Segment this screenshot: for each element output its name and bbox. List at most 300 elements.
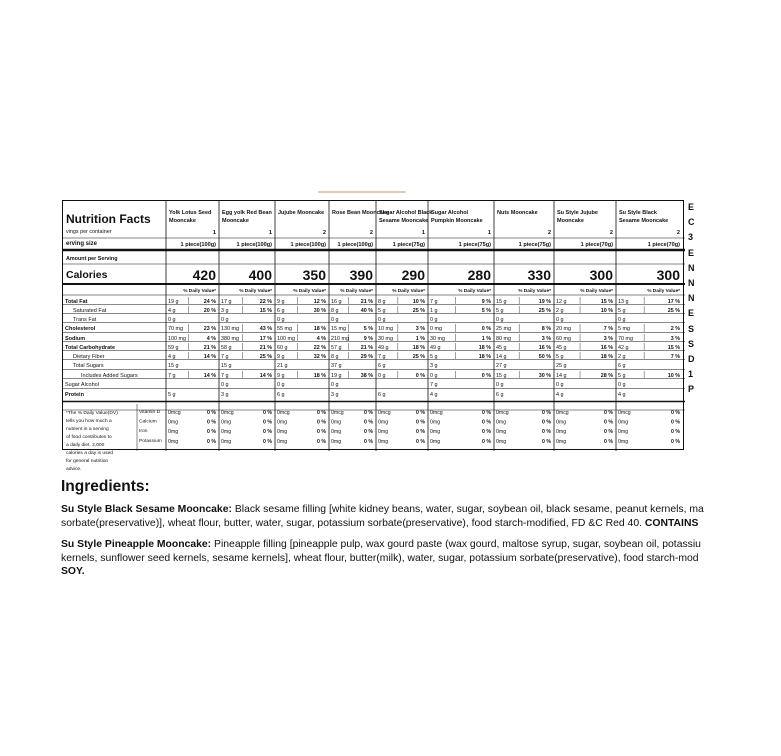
amount-cell: 60 mg bbox=[556, 336, 571, 342]
amount-cell: 57 g bbox=[331, 345, 342, 351]
vitamin-dv: 0 % bbox=[416, 410, 425, 416]
amount-cell: 4 g bbox=[618, 392, 626, 398]
panel-title: Nutrition Facts bbox=[66, 212, 151, 226]
dv-header: % Daily Value* bbox=[392, 289, 425, 294]
vitamin-amount: 0mg bbox=[618, 438, 629, 445]
amount-cell: 70 mg bbox=[168, 326, 183, 332]
column-name: Sugar Alcohol Black bbox=[379, 210, 433, 216]
ingredient-text: Black sesame filling [white kidney beans, water, sugar, soybean oil, black sesame, peanut kernels, ma bbox=[234, 504, 704, 515]
dv-cell: 40 % bbox=[360, 308, 373, 314]
vitamin-amount: 0mcg bbox=[430, 410, 443, 416]
vitamin-amount: 0mg bbox=[331, 438, 342, 445]
row-label: Sodium bbox=[65, 336, 86, 342]
dv-cell: 25 % bbox=[538, 308, 551, 314]
ingredient-allergen: CONTAINS bbox=[644, 517, 699, 529]
vitamin-dv: 0 % bbox=[482, 410, 491, 416]
amount-cell: 3 g bbox=[331, 392, 339, 398]
vitamin-dv: 0 % bbox=[207, 419, 216, 426]
vitamin-dv: 0 % bbox=[416, 429, 425, 436]
edge-letter: E bbox=[688, 308, 695, 319]
footnote-line: *The % Daily Value(DV) bbox=[66, 411, 118, 416]
dv-cell: 3 % bbox=[541, 336, 551, 342]
dv-header: % Daily Value* bbox=[518, 289, 551, 294]
amount-cell: 4 g bbox=[430, 392, 438, 398]
amount-cell: 0 g bbox=[430, 317, 438, 323]
vitamin-dv: 0 % bbox=[416, 419, 425, 426]
edge-letter: S bbox=[688, 323, 695, 334]
amount-cell: 0 g bbox=[221, 382, 229, 388]
dv-cell: 19 % bbox=[538, 299, 551, 305]
column-name: Su Style Black bbox=[619, 210, 657, 216]
amount-cell: 130 mg bbox=[221, 326, 239, 332]
row-label: Protein bbox=[65, 392, 84, 398]
dv-cell: 21 % bbox=[360, 299, 373, 305]
amount-cell: 0 g bbox=[221, 317, 229, 323]
footnote-line: calories a day is used bbox=[66, 451, 114, 456]
dv-cell: 21 % bbox=[360, 345, 373, 351]
amount-cell: 5 g bbox=[618, 308, 626, 314]
vitamin-amount: 0mcg bbox=[221, 410, 234, 416]
vitamin-amount: 0mg bbox=[496, 429, 507, 436]
row-label: Total Sugars bbox=[73, 363, 104, 369]
dv-cell: 14 % bbox=[203, 354, 216, 360]
dv-header: % Daily Value* bbox=[580, 289, 613, 294]
dv-cell: 20 % bbox=[203, 308, 216, 314]
amount-cell: 17 g bbox=[221, 299, 232, 305]
calories-value: 300 bbox=[656, 267, 680, 283]
amount-cell: 0 g bbox=[618, 382, 626, 388]
ingredient-text: sorbate(preservative)], wheat flour, butter, water, sugar, potassium sorbate(preservative), food starch-modified, FD &C Red 40. bbox=[61, 517, 642, 529]
calories-value: 400 bbox=[248, 267, 272, 283]
vitamin-amount: 0mg bbox=[496, 419, 507, 426]
vitamin-amount: 0mg bbox=[221, 419, 232, 426]
amount-cell: 5 g bbox=[496, 308, 504, 314]
serving-size-value: 1 piece(100g) bbox=[236, 242, 272, 248]
column-name: Pumpkin Mooncake bbox=[431, 218, 483, 224]
amount-cell: 59 g bbox=[168, 345, 179, 351]
column-name: Yolk Lotus Seed bbox=[169, 210, 212, 216]
dv-cell: 21 % bbox=[259, 345, 272, 351]
column-name: Jujube Mooncake bbox=[278, 210, 325, 216]
vitamin-amount: 0mg bbox=[618, 429, 629, 436]
amount-cell: 4 g bbox=[168, 354, 176, 360]
column-name: Egg yolk Red Bean bbox=[222, 210, 272, 216]
dv-cell: 10 % bbox=[412, 299, 425, 305]
amount-cell: 0 g bbox=[556, 382, 564, 388]
vitamin-amount: 0mcg bbox=[168, 410, 181, 416]
amount-cell: 45 g bbox=[496, 345, 507, 351]
dv-cell: 3 % bbox=[415, 326, 425, 332]
vitamin-amount: 0mg bbox=[618, 419, 629, 426]
dv-cell: 2 % bbox=[670, 326, 680, 332]
amount-cell: 6 g bbox=[277, 308, 285, 314]
amount-cell: 30 mg bbox=[378, 336, 393, 342]
ingredient-text: kernels, sunflower seed kernels, sesame kernels], wheat flour, butter(milk), water, sugar, potassium sorbate(preservative), food starch-mod bbox=[61, 552, 699, 564]
footnote-line: a daily diet. 2,000 bbox=[66, 443, 105, 448]
footnote-line: of food contributes to bbox=[66, 435, 112, 440]
row-label: Sugar Alcohol bbox=[65, 382, 99, 388]
amount-cell: 100 mg bbox=[168, 336, 186, 342]
amount-cell: 37 g bbox=[331, 363, 342, 369]
amount-cell: 20 mg bbox=[556, 326, 571, 332]
vitamin-dv: 0 % bbox=[317, 410, 326, 416]
amount-cell: 55 mg bbox=[277, 326, 292, 332]
vitamin-amount: 0mcg bbox=[618, 410, 631, 416]
vitamin-amount: 0mg bbox=[168, 438, 179, 445]
amount-cell: 25 mg bbox=[496, 326, 511, 332]
amount-cell: 49 g bbox=[378, 345, 389, 351]
amount-cell: 0 g bbox=[331, 382, 339, 388]
dv-cell: 22 % bbox=[313, 345, 326, 351]
vitamin-amount: 0mg bbox=[378, 438, 389, 445]
ingredient-black-sesame bbox=[61, 503, 781, 530]
edge-letter: E bbox=[688, 202, 695, 212]
column-name: Mooncake bbox=[222, 218, 249, 224]
amount-cell: 21 g bbox=[277, 363, 288, 369]
dv-cell: 12 % bbox=[313, 299, 326, 305]
dv-cell: 15 % bbox=[259, 308, 272, 314]
row-label: Saturated Fat bbox=[73, 308, 107, 314]
vitamin-dv: 0 % bbox=[671, 410, 680, 416]
calories-value: 280 bbox=[467, 267, 491, 283]
dv-cell: 14 % bbox=[259, 373, 272, 379]
dv-cell: 7 % bbox=[603, 326, 613, 332]
vitamin-dv: 0 % bbox=[364, 419, 373, 426]
amount-cell: 27 g bbox=[496, 363, 507, 369]
vitamin-dv: 0 % bbox=[542, 429, 551, 436]
calories-value: 330 bbox=[527, 267, 551, 283]
dv-header: % Daily Value* bbox=[647, 289, 680, 294]
vitamin-amount: 0mcg bbox=[277, 410, 290, 416]
dv-header: % Daily Value* bbox=[340, 289, 373, 294]
amount-cell: 0 g bbox=[496, 382, 504, 388]
amount-cell: 49 g bbox=[430, 345, 441, 351]
dv-cell: 50 % bbox=[538, 354, 551, 360]
amount-cell: 5 g bbox=[378, 308, 386, 314]
vitamin-dv: 0 % bbox=[671, 438, 680, 445]
vitamin-dv: 0 % bbox=[604, 438, 613, 445]
dv-header: % Daily Value* bbox=[183, 289, 216, 294]
amount-cell: 13 g bbox=[618, 299, 629, 305]
calories-value: 300 bbox=[589, 267, 613, 283]
amount-cell: 8 g bbox=[331, 308, 339, 314]
amount-cell: 4 g bbox=[168, 308, 176, 314]
serving-size-value: 1 piece(100g) bbox=[337, 242, 373, 248]
vitamin-amount: 0mg bbox=[277, 438, 288, 445]
vitamin-dv: 0 % bbox=[542, 410, 551, 416]
dv-cell: 9 % bbox=[363, 336, 373, 342]
row-label: Total Fat bbox=[65, 299, 88, 305]
ingredient-name: Su Style Black Sesame Mooncake: bbox=[61, 504, 232, 515]
dv-cell: 25 % bbox=[667, 308, 680, 314]
amount-cell: 58 g bbox=[221, 345, 232, 351]
vitamin-amount: 0mcg bbox=[378, 410, 391, 416]
vitamin-dv: 0 % bbox=[207, 429, 216, 436]
amount-cell: 19 g bbox=[168, 299, 179, 305]
dv-cell: 18 % bbox=[600, 354, 613, 360]
footnote-line: tells you how much a bbox=[66, 419, 112, 424]
row-label: Total Carbohydrate bbox=[65, 345, 116, 351]
amount-cell: 0 g bbox=[430, 373, 438, 379]
serving-size-value: 1 piece(70g) bbox=[647, 242, 680, 248]
dv-cell: 15 % bbox=[600, 299, 613, 305]
decorative-line bbox=[318, 191, 406, 193]
column-name: Rose Bean Mooncake bbox=[332, 210, 389, 216]
calories-value: 390 bbox=[349, 267, 373, 283]
vitamin-amount: 0mcg bbox=[496, 410, 509, 416]
vitamin-amount: 0mg bbox=[168, 419, 179, 426]
dv-cell: 32 % bbox=[313, 354, 326, 360]
column-name: Nuts Mooncake bbox=[497, 210, 538, 216]
serving-size-value: 1 piece(70g) bbox=[580, 242, 613, 248]
amount-cell: 6 g bbox=[378, 363, 386, 369]
serving-size-value: 1 piece(75g) bbox=[392, 242, 425, 248]
amount-cell: 0 g bbox=[556, 317, 564, 323]
dv-cell: 7 % bbox=[670, 354, 680, 360]
vitamin-dv: 0 % bbox=[263, 410, 272, 416]
amount-cell: 2 g bbox=[556, 308, 564, 314]
dv-cell: 18 % bbox=[313, 326, 326, 332]
vitamin-label: Calcium bbox=[139, 419, 157, 425]
dv-cell: 16 % bbox=[600, 345, 613, 351]
vitamin-dv: 0 % bbox=[207, 410, 216, 416]
vitamin-dv: 0 % bbox=[317, 429, 326, 436]
vitamin-dv: 0 % bbox=[317, 438, 326, 445]
vitamin-dv: 0 % bbox=[263, 429, 272, 436]
dv-cell: 8 % bbox=[541, 326, 551, 332]
amount-cell: 210 mg bbox=[331, 336, 349, 342]
vitamin-amount: 0mg bbox=[277, 429, 288, 436]
row-label: Includes Added Sugars bbox=[81, 373, 138, 379]
ingredient-allergen: SOY. bbox=[61, 566, 85, 577]
ingredient-text: Pineapple filling [pineapple pulp, wax gourd paste (wax gourd, maltose syrup, sugar, soybean oil, potassiu bbox=[214, 539, 701, 550]
footnote-line: nutrient in a serving bbox=[66, 427, 109, 432]
amount-cell: 0 g bbox=[331, 317, 339, 323]
dv-cell: 21 % bbox=[203, 345, 216, 351]
vitamin-dv: 0 % bbox=[207, 438, 216, 445]
serving-size-value: 1 piece(100g) bbox=[290, 242, 326, 248]
vitamin-label: Iron bbox=[139, 429, 148, 435]
servings-value: 1 bbox=[268, 230, 272, 236]
vitamin-amount: 0mg bbox=[277, 419, 288, 426]
vitamin-amount: 0mg bbox=[378, 419, 389, 426]
row-label: Cholesterol bbox=[65, 326, 96, 332]
vitamin-amount: 0mg bbox=[556, 429, 567, 436]
nutrition-facts-panel bbox=[62, 200, 684, 472]
edge-letter: C bbox=[688, 217, 695, 228]
vitamin-label: Potassium bbox=[139, 438, 162, 444]
vitamin-dv: 0 % bbox=[263, 419, 272, 426]
amount-cell: 45 g bbox=[556, 345, 567, 351]
amount-cell: 7 g bbox=[430, 382, 438, 388]
servings-value: 2 bbox=[609, 230, 613, 236]
edge-letter: 1 bbox=[688, 369, 694, 380]
vitamin-amount: 0mg bbox=[556, 419, 567, 426]
footnote-line: for general nutrition bbox=[66, 459, 109, 464]
dv-cell: 4 % bbox=[206, 336, 216, 342]
servings-value: 2 bbox=[547, 230, 551, 236]
amount-cell: 4 g bbox=[556, 392, 564, 398]
amount-cell: 5 mg bbox=[618, 326, 630, 332]
amount-cell: 70 mg bbox=[618, 336, 633, 342]
amount-cell: 9 g bbox=[277, 354, 285, 360]
vitamin-amount: 0mg bbox=[221, 438, 232, 445]
dv-header: % Daily Value* bbox=[239, 289, 272, 294]
vitamin-amount: 0mcg bbox=[556, 410, 569, 416]
amount-cell: 9 g bbox=[277, 299, 285, 305]
column-name: Mooncake bbox=[557, 218, 584, 224]
amount-cell: 7 g bbox=[168, 373, 176, 379]
amount-cell: 8 g bbox=[331, 354, 339, 360]
amount-cell: 30 mg bbox=[430, 336, 445, 342]
amount-cell: 5 g bbox=[556, 354, 564, 360]
dv-cell: 14 % bbox=[203, 373, 216, 379]
amount-cell: 6 g bbox=[277, 392, 285, 398]
servings-value: 2 bbox=[322, 230, 326, 236]
column-name: Sugar Alcohol bbox=[431, 210, 469, 216]
amount-cell: 12 g bbox=[556, 299, 567, 305]
vitamin-dv: 0 % bbox=[482, 419, 491, 426]
amount-cell: 1 g bbox=[430, 308, 438, 314]
dv-cell: 43 % bbox=[259, 326, 272, 332]
row-label: Trans Fat bbox=[73, 317, 97, 323]
column-name: Sesame Mooncake bbox=[379, 218, 429, 224]
dv-cell: 3 % bbox=[670, 336, 680, 342]
amount-cell: 14 g bbox=[496, 354, 507, 360]
edge-letter: 3 bbox=[688, 232, 694, 243]
amount-cell: 0 g bbox=[168, 317, 176, 323]
amount-cell: 5 g bbox=[618, 373, 626, 379]
amount-cell: 10 mg bbox=[378, 326, 393, 332]
vitamin-dv: 0 % bbox=[671, 429, 680, 436]
amount-cell: 42 g bbox=[618, 345, 629, 351]
amount-cell: 60 g bbox=[277, 345, 288, 351]
servings-value: 1 bbox=[421, 230, 425, 236]
vitamin-amount: 0mg bbox=[168, 429, 179, 436]
amount-cell: 3 g bbox=[221, 308, 229, 314]
serving-size-value: 1 piece(75g) bbox=[458, 242, 491, 248]
vitamin-dv: 0 % bbox=[416, 438, 425, 445]
dv-cell: 1 % bbox=[415, 336, 425, 342]
vitamin-amount: 0mg bbox=[430, 429, 441, 436]
amount-cell: 5 g bbox=[168, 392, 176, 398]
edge-letter: E bbox=[688, 247, 695, 258]
cropped-edge-text bbox=[688, 200, 708, 397]
footnote-line: advice. bbox=[66, 467, 82, 472]
dv-header: % Daily Value* bbox=[458, 289, 491, 294]
amount-cell: 7 g bbox=[378, 354, 386, 360]
dv-cell: 16 % bbox=[538, 345, 551, 351]
calories-label: Calories bbox=[66, 269, 108, 281]
vitamin-dv: 0 % bbox=[542, 438, 551, 445]
dv-cell: 17 % bbox=[259, 336, 272, 342]
dv-cell: 25 % bbox=[412, 354, 425, 360]
vitamin-amount: 0mcg bbox=[331, 410, 344, 416]
amount-cell: 7 g bbox=[221, 373, 229, 379]
vitamin-amount: 0mg bbox=[430, 438, 441, 445]
dv-cell: 3 % bbox=[603, 336, 613, 342]
amount-cell: 0 g bbox=[277, 382, 285, 388]
amount-cell: 3 g bbox=[221, 392, 229, 398]
amount-cell: 15 mg bbox=[331, 326, 346, 332]
dv-cell: 0 % bbox=[415, 373, 425, 379]
column-name: Sesame Mooncake bbox=[619, 218, 669, 224]
calories-value: 420 bbox=[192, 267, 216, 283]
amount-cell: 100 mg bbox=[277, 336, 295, 342]
dv-cell: 30 % bbox=[538, 373, 551, 379]
amount-cell: 7 g bbox=[221, 354, 229, 360]
amount-cell: 9 g bbox=[277, 373, 285, 379]
amount-cell: 15 g bbox=[221, 363, 232, 369]
amount-cell: 16 g bbox=[331, 299, 342, 305]
vitamin-dv: 0 % bbox=[364, 410, 373, 416]
dv-cell: 28 % bbox=[600, 373, 613, 379]
vitamin-dv: 0 % bbox=[364, 429, 373, 436]
dv-cell: 18 % bbox=[478, 354, 491, 360]
amount-cell: 8 g bbox=[378, 299, 386, 305]
edge-letter: P bbox=[688, 384, 695, 395]
amount-cell: 15 g bbox=[496, 373, 507, 379]
servings-label: vings per container bbox=[66, 229, 112, 235]
amount-cell: 0 g bbox=[277, 317, 285, 323]
nutrition-table bbox=[63, 201, 685, 472]
vitamin-dv: 0 % bbox=[542, 419, 551, 426]
ingredient-pineapple bbox=[61, 538, 781, 579]
vitamin-dv: 0 % bbox=[482, 438, 491, 445]
edge-letter: N bbox=[688, 293, 695, 304]
column-name: Su Style Jujube bbox=[557, 210, 598, 216]
dv-cell: 9 % bbox=[481, 299, 491, 305]
ingredients-heading: Ingredients: bbox=[61, 478, 150, 495]
vitamin-amount: 0mg bbox=[331, 419, 342, 426]
amount-cell: 0 mg bbox=[430, 326, 442, 332]
vitamin-amount: 0mg bbox=[496, 438, 507, 445]
edge-letter: N bbox=[688, 277, 695, 288]
dv-cell: 29 % bbox=[360, 354, 373, 360]
vitamin-label: Vitamin D bbox=[139, 410, 161, 415]
servings-value: 2 bbox=[676, 230, 680, 236]
amount-cell: 6 g bbox=[618, 363, 626, 369]
amount-cell: 6 g bbox=[496, 392, 504, 398]
amount-cell: 380 mg bbox=[221, 336, 239, 342]
dv-cell: 5 % bbox=[481, 308, 491, 314]
amount-cell: 80 mg bbox=[496, 336, 511, 342]
amount-cell: 14 g bbox=[556, 373, 567, 379]
amount-cell: 3 g bbox=[430, 363, 438, 369]
column-name: Mooncake bbox=[169, 218, 196, 224]
vitamin-dv: 0 % bbox=[482, 429, 491, 436]
edge-letter: S bbox=[688, 338, 695, 349]
dv-cell: 24 % bbox=[203, 299, 216, 305]
edge-letter: D bbox=[688, 353, 695, 364]
calories-value: 290 bbox=[401, 267, 425, 283]
vitamin-amount: 0mg bbox=[556, 438, 567, 445]
amount-cell: 15 g bbox=[496, 299, 507, 305]
vitamin-dv: 0 % bbox=[604, 410, 613, 416]
dv-cell: 22 % bbox=[259, 299, 272, 305]
amount-cell: 5 g bbox=[430, 354, 438, 360]
amount-label: Amount per Serving bbox=[66, 256, 118, 262]
amount-cell: 7 g bbox=[430, 299, 438, 305]
vitamin-dv: 0 % bbox=[604, 429, 613, 436]
dv-cell: 18 % bbox=[478, 345, 491, 351]
dv-cell: 25 % bbox=[259, 354, 272, 360]
dv-cell: 18 % bbox=[313, 373, 326, 379]
vitamin-amount: 0mg bbox=[221, 429, 232, 436]
dv-cell: 0 % bbox=[481, 373, 491, 379]
amount-cell: 15 g bbox=[168, 363, 179, 369]
serving-size-value: 1 piece(75g) bbox=[518, 242, 551, 248]
